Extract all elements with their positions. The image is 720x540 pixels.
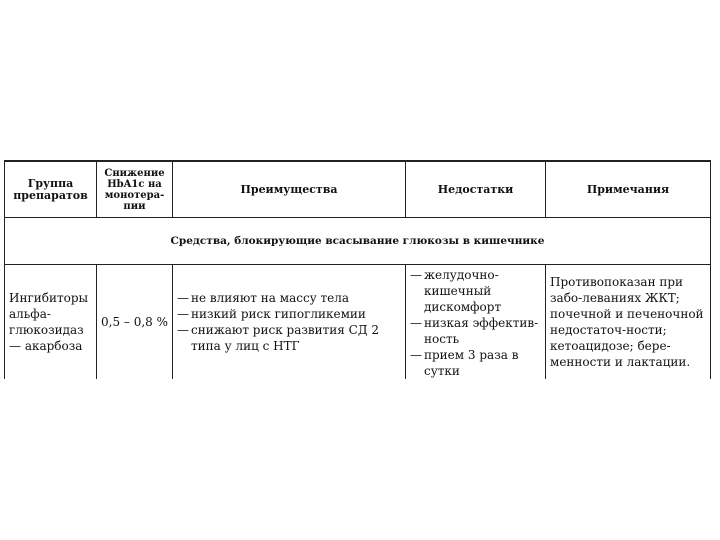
section-title: Средства, блокирующие всасывание глюкозы в кишечнике: [5, 218, 711, 265]
disadvantage-item: — низкая эффектив-ность: [410, 315, 541, 347]
advantage-item: — не влияют на массу тела: [177, 290, 401, 306]
cell-advantages: [173, 265, 406, 380]
disadvantages-list: [410, 267, 541, 379]
header-disadvantages: Недостатки: [406, 161, 546, 218]
drug-table-fragment: [4, 160, 710, 376]
cell-group: Ингибиторы альфа-глюкозидаз — акарбоза: [5, 265, 97, 380]
cell-notes: Противопоказан при забо-леваниях ЖКТ; почечной и печеночной недостаточ-ности; кетоацидозе; бере-менности и лактации.: [546, 265, 711, 380]
advantage-item: — низкий риск гипогликемии: [177, 306, 401, 322]
header-notes: Примечания: [546, 161, 711, 218]
disadvantage-item: — желудочно-кишечный дискомфорт: [410, 267, 541, 315]
disadvantage-item: — прием 3 раза в сутки: [410, 347, 541, 379]
advantage-item: — снижают риск развития СД 2 типа у лиц с НТГ: [177, 322, 401, 354]
header-hba1c: Снижение HbA1c на монотера-пии: [97, 161, 173, 218]
advantages-list: [177, 290, 401, 354]
cell-hba1c: 0,5 – 0,8 %: [97, 265, 173, 380]
table-header-row: [5, 161, 711, 218]
header-group: Группа препаратов: [5, 161, 97, 218]
section-row: [5, 218, 711, 265]
cell-disadvantages: [406, 265, 546, 380]
table-row: [5, 265, 711, 380]
header-advantages: Преимущества: [173, 161, 406, 218]
drug-comparison-table: [4, 160, 711, 379]
